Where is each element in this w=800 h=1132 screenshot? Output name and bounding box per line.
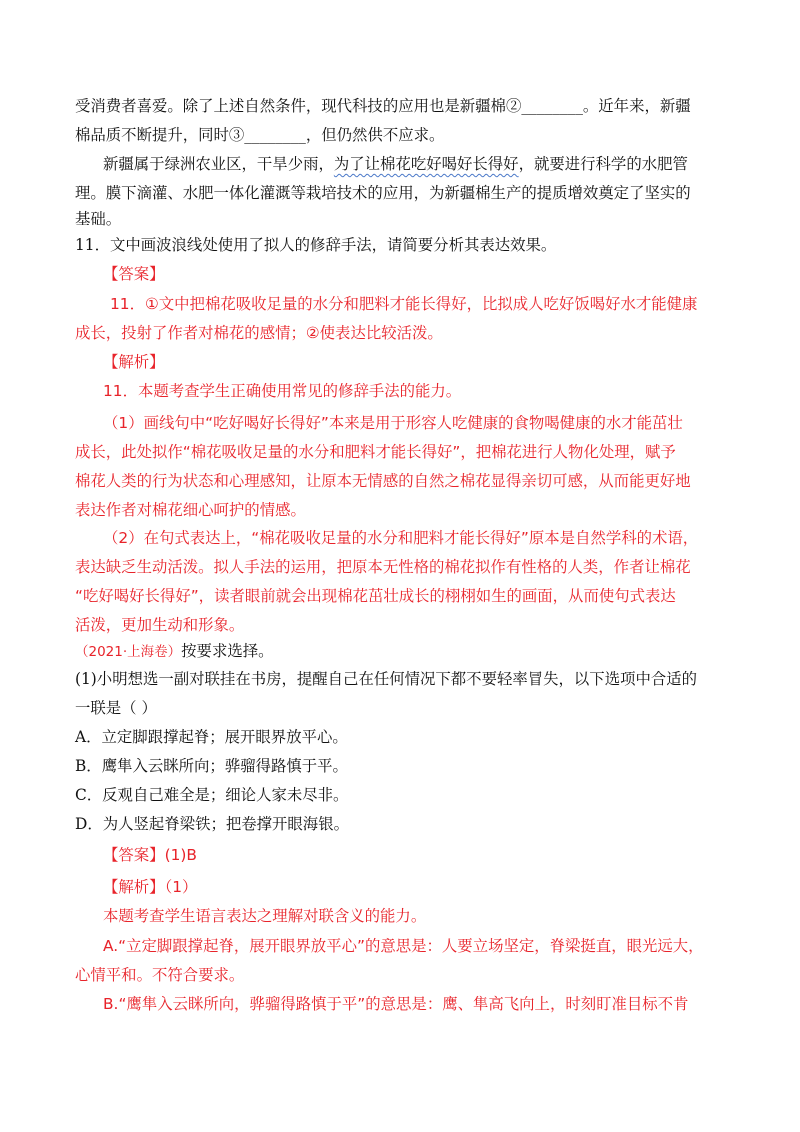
- passage-text: ，就要进行科学的水肥管: [518, 155, 688, 173]
- question-11: 11．文中画波浪线处使用了拟人的修辞手法，请简要分析其表达效果。: [75, 236, 557, 254]
- analysis-number: （1）: [164, 878, 198, 896]
- analysis-line-2: （1）画线句中“吃好喝好长得好”本来是用于形容人吃健康的食物喝健康的水才能茁壮: [103, 414, 683, 432]
- option-c: C．反观自己难全是；细论人家未尽非。: [75, 786, 349, 804]
- analysis-line-6: （2）在句式表达上，“棉花吸收足量的水分和肥料才能长得好”原本是自然学科的术语，: [103, 529, 699, 547]
- analysis-line-1: 本题考查学生语言表达之理解对联含义的能力。: [103, 907, 427, 925]
- analysis-line-4: B.“鹰隼入云眯所向，骅骝得路慎于平”的意思是：鹰、隼高飞向上，时刻盯准目标不肯: [103, 995, 689, 1013]
- question-source-line: [75, 640, 274, 663]
- answer-tag: 【答案】: [103, 265, 165, 283]
- analysis-line-1: 11．本题考查学生正确使用常见的修辞手法的能力。: [103, 382, 462, 400]
- answer-line: [103, 844, 197, 866]
- analysis-line-7: 表达缺乏生动活泼。拟人手法的运用，把原本无性格的棉花拟作有性格的人类，作者让棉花: [75, 558, 691, 576]
- analysis-heading: [103, 876, 197, 898]
- answer-line-2: 成长，投射了作者对棉花的感情；②使表达比较活泼。: [75, 324, 443, 342]
- passage-line-4: 理。膜下滴灌、水肥一体化灌溉等栽培技术的应用，为新疆棉生产的提质增效奠定了坚实的: [75, 184, 691, 202]
- passage-line-5: 基础。: [75, 210, 122, 228]
- option-a: A．立定脚跟撑起脊；展开眼界放平心。: [75, 728, 348, 746]
- analysis-line-5: 表达作者对棉花细心呵护的情感。: [75, 501, 306, 519]
- question-stem-line-2: 一联是（ ）: [75, 699, 157, 717]
- analysis-line-3: 成长，此处拟作“棉花吸收足量的水分和肥料才能长得好”，把棉花进行人物化处理，赋予: [75, 443, 676, 461]
- answer-value: (1)B: [164, 846, 197, 864]
- passage-line-2: 棉品质不断提升，同时③________，但仍然供不应求。: [75, 126, 445, 144]
- question-stem-line-1: (1)小明想选一副对联挂在书房，提醒自己在任何情况下都不要轻率冒失，以下选项中合适的: [75, 670, 698, 688]
- analysis-line-9: 活泼，更加生动和形象。: [75, 616, 245, 634]
- answer-tag: 【答案】: [103, 846, 165, 864]
- option-b: B．鹰隼入云眯所向；骅骝得路慎于平。: [75, 757, 348, 775]
- analysis-line-2: A.“立定脚跟撑起脊，展开眼界放平心”的意思是：人要立场坚定，脊梁挺直，眼光远大，: [103, 937, 704, 955]
- wavy-underlined-phrase: 为了让棉花吃好喝好长得好: [333, 155, 519, 173]
- option-d: D．为人竖起脊梁铁；把卷撑开眼海银。: [75, 815, 349, 833]
- analysis-tag: 【解析】: [103, 878, 165, 896]
- passage-line-3: [103, 153, 688, 175]
- answer-line-1: 11．①文中把棉花吸收足量的水分和肥料才能长得好，比拟成人吃好饭喝好水才能健康: [110, 295, 698, 313]
- analysis-line-8: “吃好喝好长得好”，读者眼前就会出现棉花茁壮成长的栩栩如生的画面，从而使句式表达: [75, 587, 676, 605]
- analysis-tag: 【解析】: [103, 353, 165, 371]
- instruction: 按要求选择。: [181, 642, 274, 660]
- source-tag: （2021·上海卷）: [75, 644, 182, 660]
- passage-text: 新疆属于绿洲农业区，干旱少雨，: [103, 155, 334, 173]
- analysis-line-3: 心情平和。不符合要求。: [75, 966, 245, 984]
- analysis-line-4: 棉花人类的行为状态和心理感知，让原本无情感的自然之棉花显得亲切可感，从而能更好地: [75, 472, 691, 490]
- passage-line-1: 受消费者喜爱。除了上述自然条件，现代科技的应用也是新疆棉②________。近年来，新疆: [75, 97, 691, 115]
